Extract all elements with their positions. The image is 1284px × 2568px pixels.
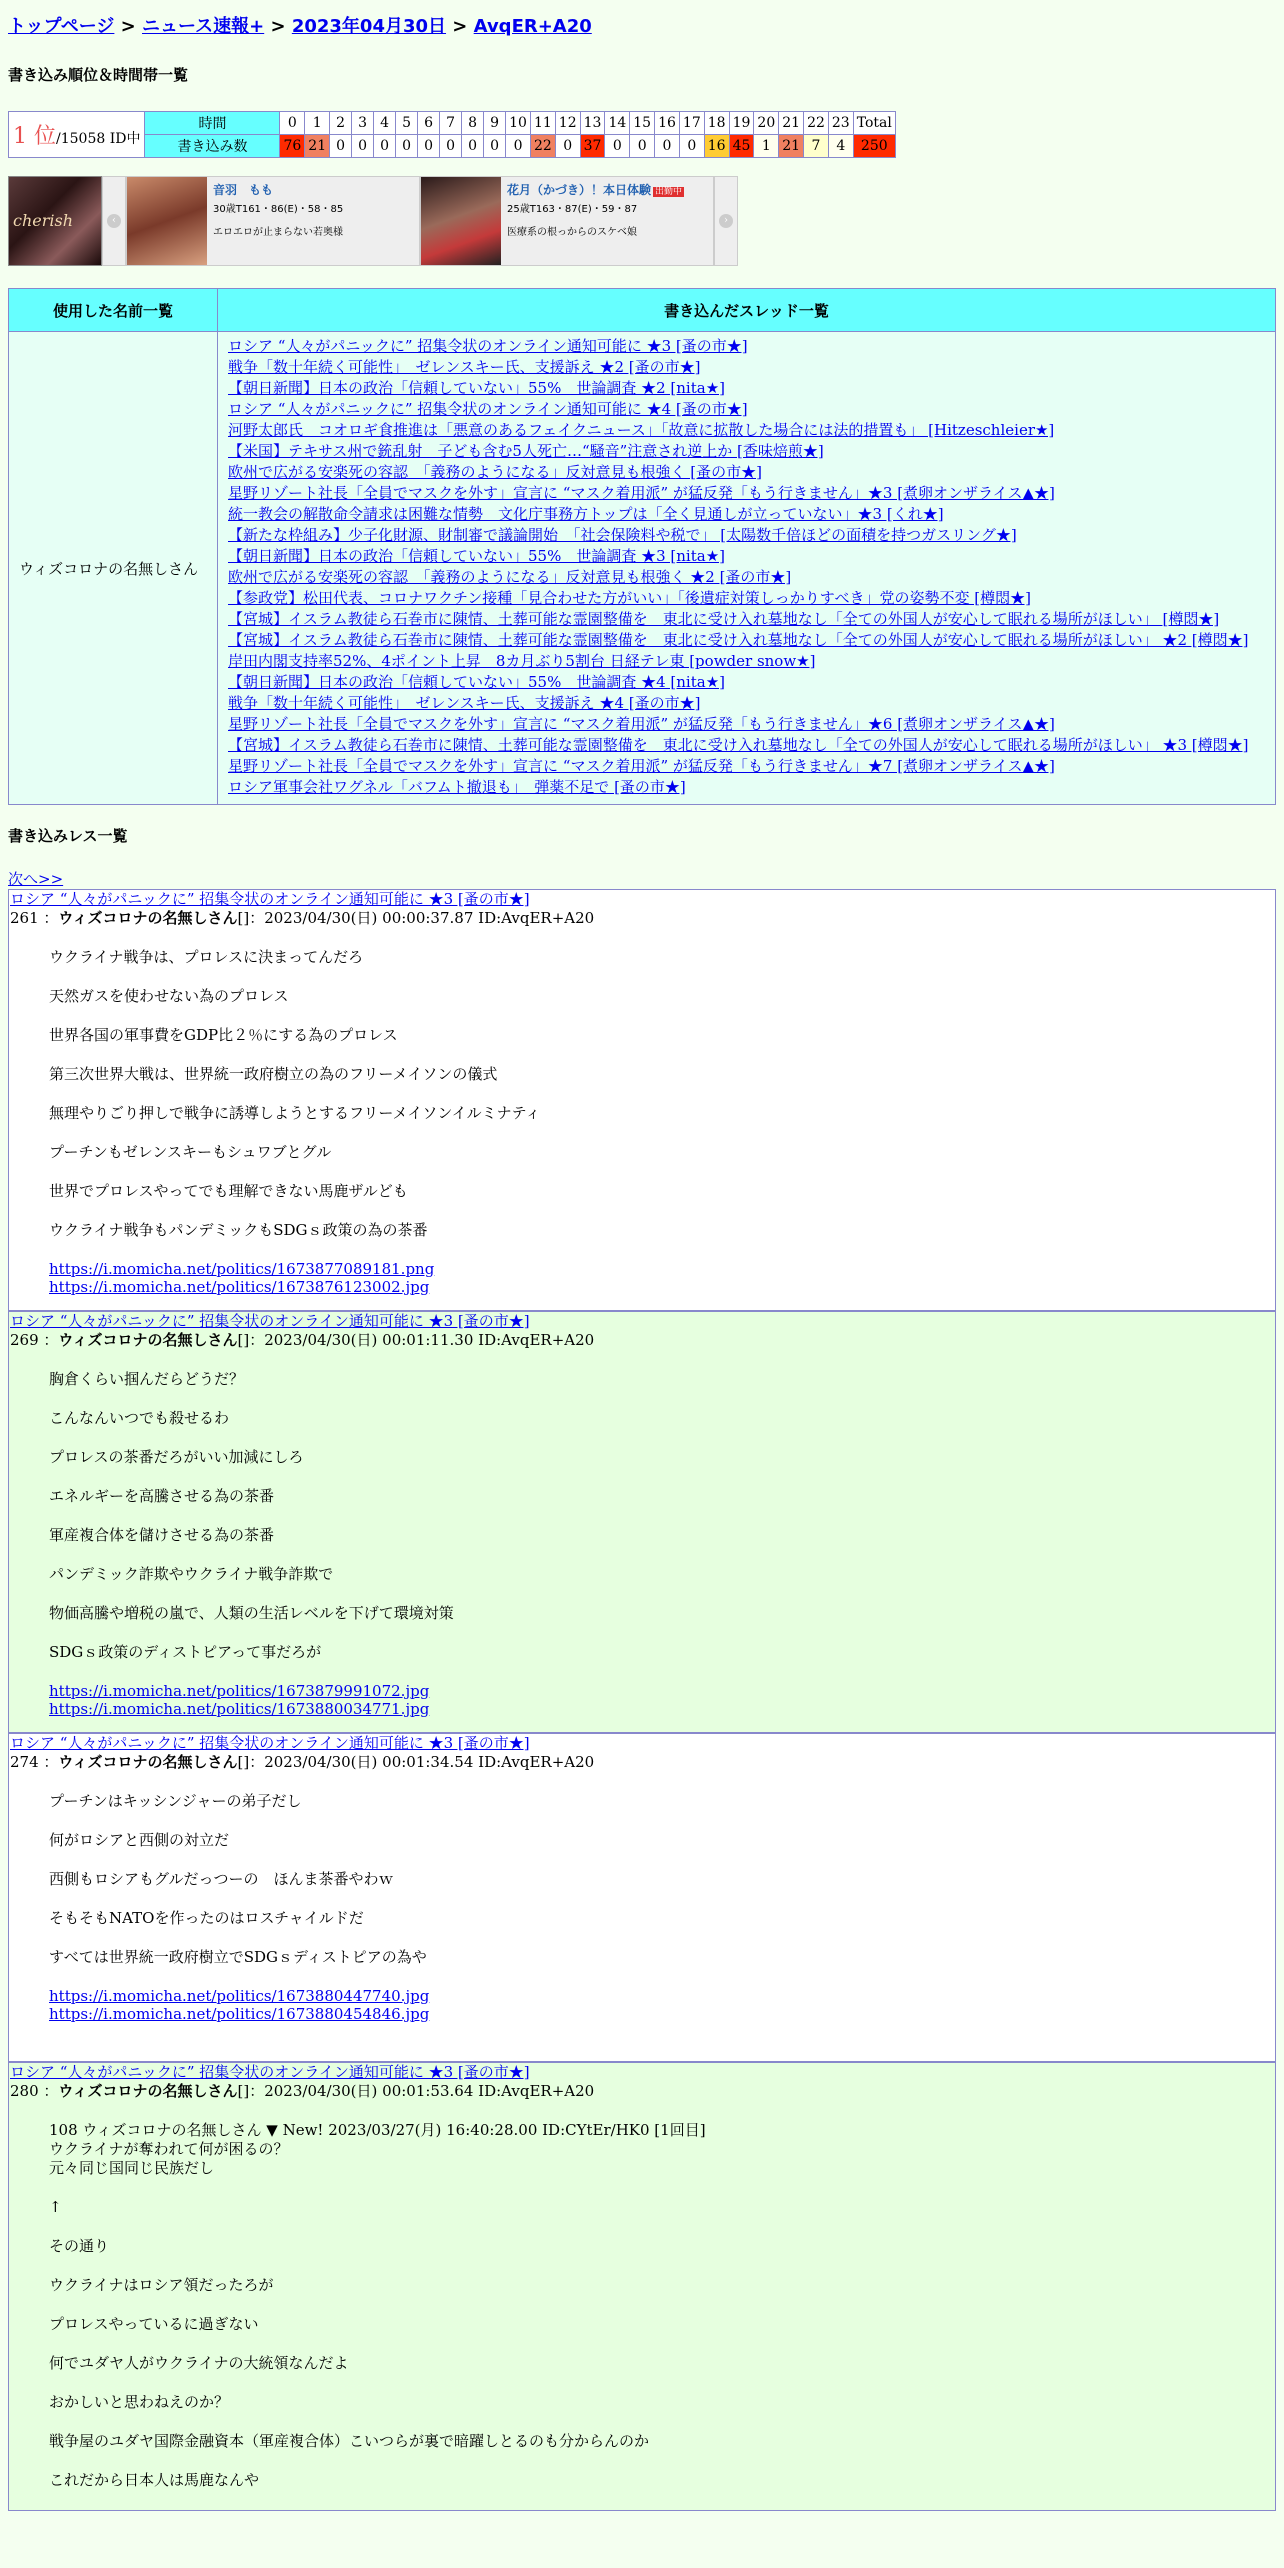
- count-cell: 0: [655, 135, 680, 158]
- hour-cell: 20: [754, 112, 779, 135]
- post-line: ↑: [49, 2198, 62, 2216]
- post-author: ウィズコロナの名無しさん: [58, 1753, 238, 1771]
- thread-list-item: [228, 441, 1265, 462]
- ad-card-copy: エロエロが止まらない若奥様: [213, 227, 343, 238]
- thread-link[interactable]: 統一教会の解散命令請求は困難な情勢 文化庁事務方トップは「全く見通しが立っていない」★3 [くれ★]: [228, 505, 944, 523]
- hour-cell: 11: [530, 112, 555, 135]
- post-line: 世界各国の軍事費をGDP比２％にする為のプロレス: [49, 1026, 398, 1044]
- post-line: 戦争屋のユダヤ国際金融資本（軍産複合体）こいつらが裏で暗躍しとるのも分からんのか: [49, 2432, 650, 2450]
- image-link[interactable]: https://i.momicha.net/politics/1673877089181.png: [49, 1260, 435, 1278]
- count-cell: 16: [704, 135, 729, 158]
- thread-list-item: [228, 357, 1265, 378]
- ad-logo[interactable]: [8, 176, 102, 266]
- post-body: [9, 1772, 1275, 2037]
- post-author: ウィズコロナの名無しさん: [58, 909, 238, 927]
- image-link[interactable]: https://i.momicha.net/politics/1673880447740.jpg: [49, 1987, 430, 2005]
- ranking-table: [8, 111, 896, 158]
- ad-next-button[interactable]: [714, 176, 738, 266]
- hour-cell: 22: [804, 112, 829, 135]
- hour-cell: 18: [704, 112, 729, 135]
- post-author: ウィズコロナの名無しさん: [58, 1331, 238, 1349]
- post-meta: [9, 1330, 1275, 1350]
- post-number: 280 ：: [10, 2082, 59, 2100]
- thread-list-item: [228, 525, 1265, 546]
- thread-link[interactable]: 星野リゾート社長「全員でマスクを外す」宣言に “マスク着用派” が猛反発「もう行きません」★6 [煮卵オンザライス▲★]: [228, 715, 1055, 733]
- ad-banner: [8, 176, 1276, 268]
- post-number: 261 ：: [10, 909, 59, 927]
- post-list: [8, 889, 1276, 2511]
- breadcrumb-id-link[interactable]: AvqER+A20: [473, 16, 592, 37]
- hour-cell: 1: [305, 112, 330, 135]
- posts-heading: 書き込みレス一覧: [8, 827, 128, 845]
- post-line: これだから日本人は馬鹿なんや: [49, 2471, 260, 2489]
- thread-list-item: [228, 630, 1265, 651]
- thread-list-item: [228, 672, 1265, 693]
- count-cell: 0: [555, 135, 580, 158]
- ad-card[interactable]: [126, 176, 420, 266]
- count-cell: 0: [605, 135, 630, 158]
- count-cell: 45: [729, 135, 754, 158]
- post-line: こんなんいつでも殺せるわ: [49, 1409, 230, 1427]
- post-body: [9, 928, 1275, 1310]
- post-links: [49, 1260, 1275, 1310]
- breadcrumb-separator: >: [446, 16, 474, 37]
- post-line: 西側もロシアもグルだっつーの ほんま茶番やわｗ: [49, 1870, 394, 1888]
- quote-line: 108 ウィズコロナの名無しさん ▼ New! 2023/03/27(月) 16:40:28.00 ID:CYtEr/HK0 [1回目]: [49, 2121, 706, 2139]
- thread-list-item: [228, 588, 1265, 609]
- post: [8, 1311, 1276, 1733]
- thread-link[interactable]: 【朝日新聞】日本の政治「信頼していない」55% 世論調査 ★3 [nita★]: [228, 547, 726, 565]
- thread-list-item: [228, 504, 1265, 525]
- count-cell: 37: [580, 135, 605, 158]
- post-line: ウクライナ戦争は、プロレスに決まってんだろ: [49, 948, 364, 966]
- post-line: プロレスやっているに過ぎない: [49, 2315, 259, 2333]
- post: [8, 2062, 1276, 2511]
- count-cell: 0: [679, 135, 704, 158]
- hour-cell: 4: [374, 112, 396, 135]
- count-cell: 0: [330, 135, 352, 158]
- hour-cell: 3: [352, 112, 374, 135]
- thread-link[interactable]: 戦争「数十年続く可能性」 ゼレンスキー氏、支援訴え ★4 [蚤の市★]: [228, 694, 701, 712]
- breadcrumb: [8, 12, 1276, 38]
- post-line: すべては世界統一政府樹立でSDGｓディストピアの為や: [49, 1948, 427, 1966]
- thread-link[interactable]: 星野リゾート社長「全員でマスクを外す」宣言に “マスク着用派” が猛反発「もう行きません」★7 [煮卵オンザライス▲★]: [228, 757, 1055, 775]
- post: [8, 889, 1276, 1311]
- count-cell: 0: [506, 135, 531, 158]
- thread-link[interactable]: 【宮城】イスラム教徒ら石巻市に陳情、土葬可能な霊園整備を 東北に受け入れ墓地なし「全ての外国人が安心して眠れる場所がほしい」 ★3 [樽悶★]: [228, 736, 1249, 754]
- post: [8, 1733, 1276, 2062]
- post-line: 軍産複合体を儲けさせる為の茶番: [49, 1526, 275, 1544]
- thread-list-item: [228, 420, 1265, 441]
- hour-cell: 17: [679, 112, 704, 135]
- thread-link[interactable]: ロシア軍事会社ワグネル「バフムト撤退も」 弾薬不足で [蚤の市★]: [228, 778, 686, 796]
- post-line: ウクライナ戦争もパンデミックもSDGｓ政策の為の茶番: [49, 1221, 428, 1239]
- hour-cell: 5: [396, 112, 418, 135]
- thread-link[interactable]: 岸田内閣支持率52%、4ポイント上昇 8カ月ぶり5割台 日経テレ東 [powder snow★]: [228, 652, 816, 670]
- count-cell: 21: [779, 135, 804, 158]
- chevron-right-icon: ›: [719, 214, 733, 228]
- count-cell: 76: [280, 135, 305, 158]
- count-cell: 0: [462, 135, 484, 158]
- thread-list-item: [228, 399, 1265, 420]
- chevron-left-icon: ‹: [107, 214, 121, 228]
- post-line: 物価高騰や増税の嵐で、人類の生活レベルを下げて環境対策: [49, 1604, 454, 1622]
- post-links: [49, 1987, 1275, 2037]
- thread-link[interactable]: 【宮城】イスラム教徒ら石巻市に陳情、土葬可能な霊園整備を 東北に受け入れ墓地なし「全ての外国人が安心して眠れる場所がほしい」 [樽悶★]: [228, 610, 1220, 628]
- hour-cell: 13: [580, 112, 605, 135]
- hour-cell: 12: [555, 112, 580, 135]
- post-line: 世界でプロレスやってでも理解できない馬鹿ザルども: [49, 1182, 408, 1200]
- post-quote: [49, 2121, 1275, 2178]
- thread-list-item: [228, 756, 1265, 777]
- thread-link[interactable]: 【参政党】松田代表、コロナワクチン接種「見合わせた方がいい」「後遺症対策しっかりすべき」党の姿勢不変 [樽悶★]: [228, 589, 1031, 607]
- quote-line: 元々同じ国同じ民族だし: [49, 2159, 215, 2177]
- column-header-names: 使用した名前一覧: [9, 289, 218, 332]
- hour-cell: 6: [418, 112, 440, 135]
- thread-list-item: [228, 483, 1265, 504]
- breadcrumb-date-link[interactable]: 2023年04月30日: [291, 16, 447, 37]
- count-cell: 7: [804, 135, 829, 158]
- post-body: [9, 2101, 1275, 2490]
- count-cell: 0: [418, 135, 440, 158]
- hour-cell: 2: [330, 112, 352, 135]
- ad-card[interactable]: [420, 176, 714, 266]
- hour-cell: 10: [506, 112, 531, 135]
- post-line: 何がロシアと西側の対立だ: [49, 1831, 230, 1849]
- thread-link[interactable]: 欧州で広がる安楽死の容認 「義務のようになる」反対意見も根強く ★2 [蚤の市★]: [228, 568, 792, 586]
- thread-list: [218, 332, 1276, 805]
- post-date-id: []：2023/04/30(日) 00:01:11.30 ID:AvqER+A20: [237, 1331, 595, 1349]
- ad-card-stats: 30歳T161・86(E)・58・85: [213, 204, 344, 215]
- image-link[interactable]: https://i.momicha.net/politics/1673880034771.jpg: [49, 1700, 430, 1718]
- column-header-threads: 書き込んだスレッド一覧: [218, 289, 1276, 332]
- count-cell: 22: [530, 135, 555, 158]
- post-author: ウィズコロナの名無しさん: [58, 2082, 238, 2100]
- post-number: 269 ：: [10, 1331, 59, 1349]
- post-meta: [9, 908, 1275, 928]
- hour-cell: 15: [630, 112, 655, 135]
- ad-card-copy: 医療系の根っからのスケベ娘: [507, 227, 637, 238]
- count-total-cell: 250: [853, 135, 895, 158]
- post-line: おかしいと思わねえのか？: [49, 2393, 230, 2411]
- thread-link[interactable]: 【米国】テキサス州で銃乱射 子ども含む5人死亡…“騒音”注意され逆上か [香味焙煎★]: [228, 442, 824, 460]
- post-line: 何でユダヤ人がウクライナの大統領なんだよ: [49, 2354, 349, 2372]
- hour-cell: 16: [655, 112, 680, 135]
- next-page-link[interactable]: 次へ>>: [8, 870, 64, 888]
- post-line: 胸倉くらい掴んだらどうだ？: [49, 1370, 245, 1388]
- post-thread-link[interactable]: ロシア “人々がパニックに” 招集令状のオンライン通知可能に ★3 [蚤の市★]: [10, 1312, 530, 1330]
- thread-list-item: [228, 378, 1265, 399]
- breadcrumb-separator: >: [114, 16, 143, 37]
- thread-link[interactable]: 【宮城】イスラム教徒ら石巻市に陳情、土葬可能な霊園整備を 東北に受け入れ墓地なし「全ての外国人が安心して眠れる場所がほしい」 ★2 [樽悶★]: [228, 631, 1249, 649]
- hour-cell: 9: [484, 112, 506, 135]
- image-link[interactable]: https://i.momicha.net/politics/1673879991072.jpg: [49, 1682, 430, 1700]
- thread-link[interactable]: 【朝日新聞】日本の政治「信頼していない」55% 世論調査 ★2 [nita★]: [228, 379, 726, 397]
- thread-list-item: [228, 714, 1265, 735]
- count-label: 書き込み数: [145, 135, 280, 158]
- thread-list-item: [228, 336, 1265, 357]
- thread-link[interactable]: 欧州で広がる安楽死の容認 「義務のようになる」反対意見も根強く [蚤の市★]: [228, 463, 762, 481]
- breadcrumb-separator: >: [264, 16, 292, 37]
- thread-link[interactable]: 戦争「数十年続く可能性」 ゼレンスキー氏、支援訴え ★2 [蚤の市★]: [228, 358, 701, 376]
- post-line: その通り: [49, 2237, 110, 2255]
- ad-photo: [421, 177, 501, 265]
- status-badge: 出勤中: [655, 187, 683, 197]
- image-link[interactable]: https://i.momicha.net/politics/1673876123002.jpg: [49, 1278, 430, 1296]
- count-cell: 4: [828, 135, 853, 158]
- ad-photo: [127, 177, 207, 265]
- quote-line: ウクライナが奪われて何が困るの？: [49, 2140, 289, 2158]
- ad-card-stats: 25歳T163・87(E)・59・87: [507, 204, 638, 215]
- post-links: [49, 1682, 1275, 1732]
- time-label: 時間: [145, 112, 280, 135]
- hour-cell: 8: [462, 112, 484, 135]
- thread-link[interactable]: 河野太郎氏 コオロギ食推進は「悪意のあるフェイクニュース」「故意に拡散した場合には法的措置も」 [Hitzeschleier★]: [228, 421, 1055, 439]
- hour-cell: 19: [729, 112, 754, 135]
- hour-total-header: Total: [853, 112, 895, 135]
- count-cell: 0: [352, 135, 374, 158]
- thread-link[interactable]: ロシア “人々がパニックに” 招集令状のオンライン通知可能に ★4 [蚤の市★]: [228, 400, 748, 418]
- thread-list-item: [228, 609, 1265, 630]
- ranking-heading: 書き込み順位＆時間帯一覧: [8, 66, 189, 84]
- thread-list-item: [228, 693, 1265, 714]
- count-cell: 1: [754, 135, 779, 158]
- post-line: 第三次世界大戦は、世界統一政府樹立の為のフリーメイソンの儀式: [49, 1065, 498, 1083]
- count-cell: 0: [396, 135, 418, 158]
- used-name: ウィズコロナの名無しさん: [9, 332, 218, 805]
- breadcrumb-news-link[interactable]: ニュース速報+: [142, 16, 265, 37]
- post-line: プロレスの茶番だろがいい加減にしろ: [49, 1448, 304, 1466]
- thread-list-item: [228, 735, 1265, 756]
- post-line: SDGｓ政策のディストピアって事だろが: [49, 1643, 322, 1661]
- ad-logo-text: cherish: [13, 211, 74, 230]
- post-line: プーチンもゼレンスキーもシュワブとグル: [49, 1143, 332, 1161]
- post-line: プーチンはキッシンジャーの弟子だし: [49, 1792, 302, 1810]
- rank-number: 1 位: [13, 124, 56, 149]
- ad-card-name: 花月（かづき）！本日体験: [507, 183, 652, 197]
- thread-list-item: [228, 546, 1265, 567]
- hour-cell: 23: [828, 112, 853, 135]
- count-cell: 0: [440, 135, 462, 158]
- thread-list-item: [228, 651, 1265, 672]
- post-meta: [9, 1752, 1275, 1772]
- post-meta: [9, 2081, 1275, 2101]
- hour-cell: 7: [440, 112, 462, 135]
- thread-list-item: [228, 567, 1265, 588]
- thread-list-item: [228, 777, 1265, 798]
- post-line: ウクライナはロシア領だったろが: [49, 2276, 274, 2294]
- names-threads-table: [8, 288, 1276, 805]
- post-line: 天然ガスを使わせない為のプロレス: [49, 987, 289, 1005]
- post-number: 274 ：: [10, 1753, 59, 1771]
- hour-cell: 21: [779, 112, 804, 135]
- post-date-id: []：2023/04/30(日) 00:00:37.87 ID:AvqER+A20: [237, 909, 595, 927]
- breadcrumb-top-link[interactable]: トップページ: [8, 16, 115, 37]
- count-cell: 0: [630, 135, 655, 158]
- hour-cell: 14: [605, 112, 630, 135]
- count-cell: 0: [484, 135, 506, 158]
- thread-link[interactable]: 【新たな枠組み】少子化財源、財制審で議論開始 「社会保険料や税で」 [太陽数千倍ほどの面積を持つガスリング★]: [228, 526, 1017, 544]
- count-cell: 21: [305, 135, 330, 158]
- post-body: [9, 1350, 1275, 1732]
- rank-total: /15058 ID中: [56, 131, 141, 147]
- thread-list-item: [228, 462, 1265, 483]
- post-line: エネルギーを高騰させる為の茶番: [49, 1487, 275, 1505]
- post-line: 無理やりごり押しで戦争に誘導しようとするフリーメイソンイルミナティ: [49, 1104, 541, 1122]
- thread-link[interactable]: 星野リゾート社長「全員でマスクを外す」宣言に “マスク着用派” が猛反発「もう行きません」★3 [煮卵オンザライス▲★]: [228, 484, 1055, 502]
- rank-cell: [9, 112, 145, 158]
- post-line: パンデミック詐欺やウクライナ戦争詐欺で: [49, 1565, 334, 1583]
- post-date-id: []：2023/04/30(日) 00:01:34.54 ID:AvqER+A20: [237, 1753, 595, 1771]
- image-link[interactable]: https://i.momicha.net/politics/1673880454846.jpg: [49, 2005, 430, 2023]
- post-thread-link[interactable]: ロシア “人々がパニックに” 招集令状のオンライン通知可能に ★3 [蚤の市★]: [10, 890, 530, 908]
- thread-link[interactable]: 【朝日新聞】日本の政治「信頼していない」55% 世論調査 ★4 [nita★]: [228, 673, 726, 691]
- ad-card-name: 音羽 もも: [213, 183, 274, 197]
- count-cell: 0: [374, 135, 396, 158]
- hour-cell: 0: [280, 112, 305, 135]
- post-thread-link[interactable]: ロシア “人々がパニックに” 招集令状のオンライン通知可能に ★3 [蚤の市★]: [10, 2063, 530, 2081]
- post-thread-link[interactable]: ロシア “人々がパニックに” 招集令状のオンライン通知可能に ★3 [蚤の市★]: [10, 1734, 530, 1752]
- post-line: そもそもNATOを作ったのはロスチャイルドだ: [49, 1909, 364, 1927]
- post-date-id: []：2023/04/30(日) 00:01:53.64 ID:AvqER+A20: [237, 2082, 595, 2100]
- thread-link[interactable]: ロシア “人々がパニックに” 招集令状のオンライン通知可能に ★3 [蚤の市★]: [228, 337, 748, 355]
- ad-prev-button[interactable]: [102, 176, 126, 266]
